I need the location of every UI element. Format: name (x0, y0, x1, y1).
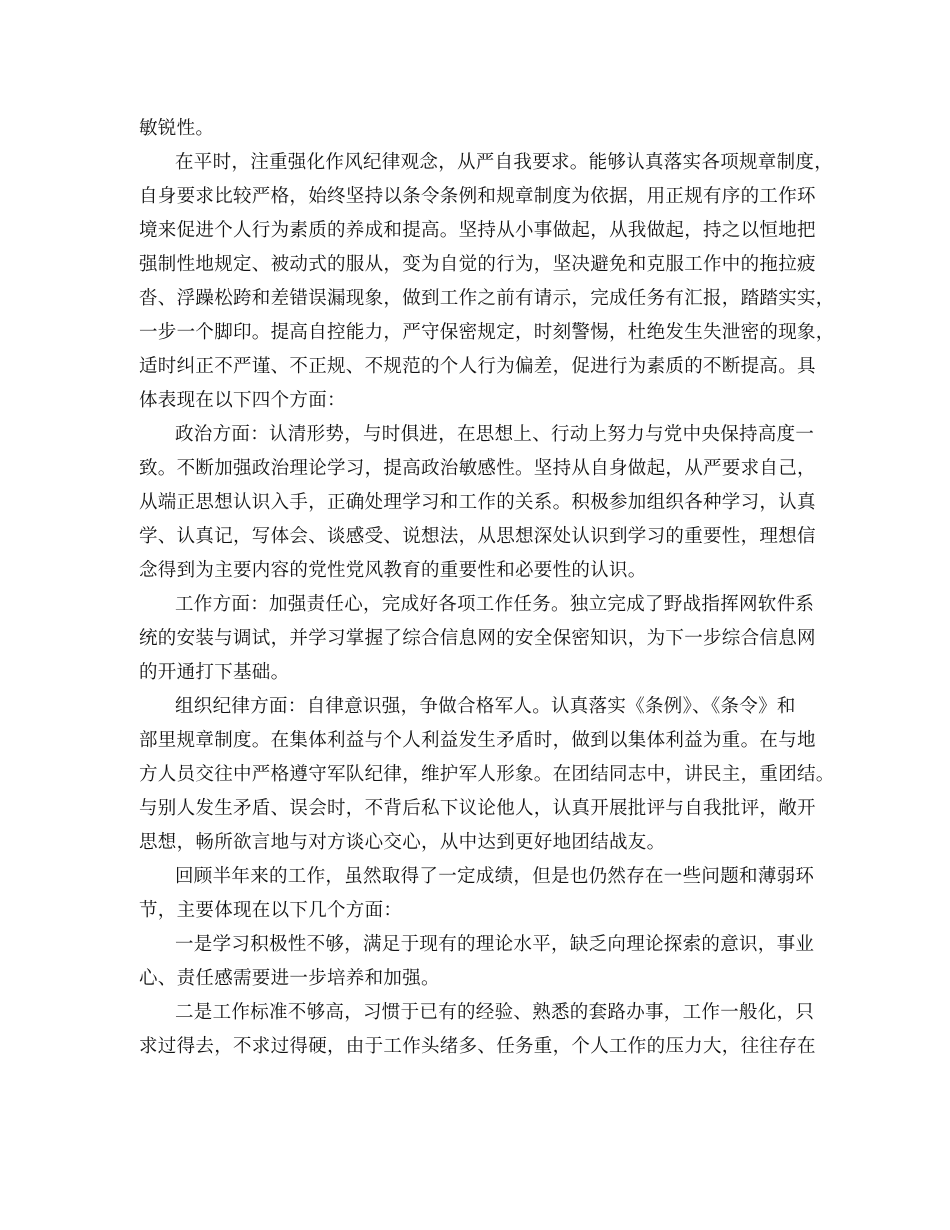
text-line: 学、认真记，写体会、谈感受、说想法，从思想深处认识到学习的重要性，理想信 (139, 526, 816, 547)
text-line: 体表现在以下四个方面： (139, 390, 346, 411)
text-line: 思想，畅所欲言地与对方谈心交心，从中达到更好地团结战友。 (139, 832, 666, 853)
paragraph-start: 在平时，注重强化作风纪律观念，从严自我要求。能够认真落实各项规章制度， (175, 152, 834, 173)
text-line: 与别人发生矛盾、误会时，不背后私下议论他人，认真开展批评与自我批评，敞开 (139, 798, 816, 819)
paragraph-start: 政治方面：认清形势，与时俱进，在思想上、行动上努力与党中央保持高度一 (175, 424, 815, 445)
text-line: 适时纠正不严谨、不正规、不规范的个人行为偏差，促进行为素质的不断提高。具 (139, 356, 816, 377)
paragraph-start: 一是学习积极性不够，满足于现有的理论水平，缺乏向理论探索的意识，事业 (175, 934, 815, 955)
paragraph-start: 组织纪律方面：自律意识强，争做合格军人。认真落实《条例》、《条令》和 (175, 696, 796, 717)
text-line: 念得到为主要内容的党性党风教育的重要性和必要性的认识。 (139, 560, 647, 581)
text-line: 的开通打下基础。 (139, 662, 290, 683)
paragraph-start: 二是工作标准不够高，习惯于已有的经验、熟悉的套路办事，工作一般化，只 (175, 1002, 815, 1023)
text-line: 一步一个脚印。提高自控能力，严守保密规定，时刻警惕，杜绝发生失泄密的现象， (139, 322, 835, 343)
text-line: 强制性地规定、被动式的服从，变为自觉的行为，坚决避免和克服工作中的拖拉疲 (139, 254, 816, 275)
text-line: 境来促进个人行为素质的养成和提高。坚持从小事做起，从我做起，持之以恒地把 (139, 220, 816, 241)
text-line: 致。不断加强政治理论学习，提高政治敏感性。坚持从自身做起，从严要求自己， (139, 458, 816, 479)
text-line: 敏锐性。 (139, 118, 215, 139)
text-line: 节，主要体现在以下几个方面： (139, 900, 403, 921)
paragraph-start: 回顾半年来的工作，虽然取得了一定成绩，但是也仍然存在一些问题和薄弱环 (175, 866, 815, 887)
text-line: 从端正思想认识入手，正确处理学习和工作的关系。积极参加组织各种学习，认真 (139, 492, 816, 513)
text-line: 心、责任感需要进一步培养和加强。 (139, 968, 440, 989)
text-line: 沓、浮躁松跨和差错误漏现象，做到工作之前有请示，完成任务有汇报，踏踏实实， (139, 288, 835, 309)
text-line: 求过得去，不求过得硬，由于工作头绪多、任务重，个人工作的压力大，往往存在 (139, 1036, 816, 1057)
text-line: 部里规章制度。在集体利益与个人利益发生矛盾时，做到以集体利益为重。在与地 (139, 730, 816, 751)
text-line: 方人员交往中严格遵守军队纪律，维护军人形象。在团结同志中，讲民主，重团结。 (139, 764, 835, 785)
paragraph-start: 工作方面：加强责任心，完成好各项工作任务。独立完成了野战指挥网软件系 (175, 594, 815, 615)
text-line: 统的安装与调试，并学习掌握了综合信息网的安全保密知识，为下一步综合信息网 (139, 628, 816, 649)
text-line: 自身要求比较严格，始终坚持以条令条例和规章制度为依据，用正规有序的工作环 (139, 186, 816, 207)
